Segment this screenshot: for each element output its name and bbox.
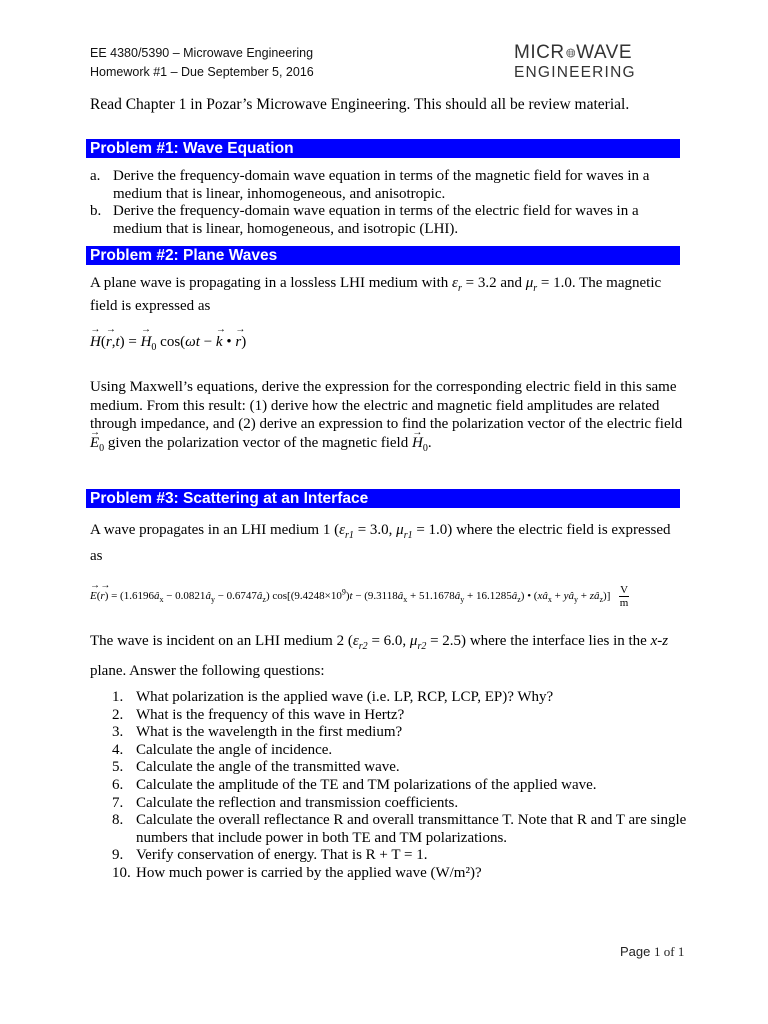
- list-item: 7. Calculate the reflection and transmission coefficients.: [112, 794, 459, 811]
- epsilon-value: = 3.2 and: [461, 275, 526, 291]
- epsilon-symbol: ε: [452, 275, 458, 291]
- logo-text-wave: WAVE: [576, 42, 632, 63]
- logo-text-engineering: ENGINEERING: [514, 64, 636, 81]
- intro-text: A plane wave is propagating in a lossless LHI medium with: [90, 275, 453, 291]
- list-item: 2. What is the frequency of this wave in Hertz?: [112, 706, 405, 723]
- problem-2-instructions: Using Maxwell’s equations, derive the expression for the corresponding electric field in this same medium. From this result: (1) derive how the electric and magnetic field amplitudes are related through impedance, and (2) derive an expression to find the polarization vector of the electric field → $E_0$ given the polarization vector of the magnetic field → $H_0$.: [90, 378, 686, 458]
- instructions-text: Using Maxwell’s equations, derive the expression for the corresponding electric field in this same medium. From this result: (1) derive how the electric and magnetic field amplitudes are related through impedance, and (2) derive an expression to find the polarization vector of the electric field: [90, 379, 683, 432]
- microwave-engineering-logo: [514, 42, 636, 82]
- intro-text: A wave propagates in an LHI medium 1: [90, 522, 335, 538]
- list-item: 10. How much power is carried by the applied wave (W/m²)?: [112, 864, 482, 881]
- list-item: 4. Calculate the angle of incidence.: [112, 741, 333, 758]
- problem-2-intro: A plane wave is propagating in a lossless LHI medium with $\varepsilon_r = 3.2$ and $\mu_r = 1.0$. The magnetic field is expressed as: [90, 275, 662, 314]
- item-label: b.: [90, 203, 102, 219]
- problem-3-intro: A wave propagates in an LHI medium 1 ($\varepsilon_{r1} = 3.0$, $\mu_{r1} = 1.0$) where the electric field is expressed as: [90, 522, 671, 564]
- setup-text-end: plane. Answer the following questions:: [90, 663, 325, 679]
- list-item: 6. Calculate the amplitude of the TE and TM polarizations of the applied wave.: [112, 776, 597, 793]
- course-title: EE 4380/5390 – Microwave Engineering: [90, 46, 314, 60]
- magnetic-field-equation: → H(→ r,t) = → $H_0$ cos(ωt − → k • → r): [90, 334, 246, 353]
- unit-volts-per-meter: $\frac{V}{m}$: [619, 584, 629, 609]
- instructions-text-end: given the polarization vector of the magnetic field: [104, 434, 412, 451]
- list-item: 5. Calculate the angle of the transmitted wave.: [112, 759, 400, 776]
- page-number: Page 1 of 1: [620, 944, 685, 959]
- setup-text: The wave is incident on an LHI medium 2: [90, 633, 348, 649]
- problem-3-questions: [112, 689, 692, 883]
- intro-text-end: where the electric field is expressed as: [90, 522, 671, 564]
- mu-symbol: μ: [525, 275, 534, 291]
- list-item: 1. What polarization is the applied wave (i.e. LP, RCP, LCP, EP)? Why?: [112, 689, 554, 705]
- item-label: a.: [90, 168, 101, 184]
- list-item: 8. Calculate the overall reflectance R and overall transmittance T. Note that R and T are single numbers that include power in both TE and TM polarizations.: [112, 812, 687, 846]
- electric-field-equation: → $E(\to r) = (1.6196â_x$ − $0.0821â_y$ − $0.6747â_z$) $\cos[(9.4248\times 10^9)t$ − ($9.3118â_x$ + $51.1678â_y$ + $16.1285â_z$) • ($xâ_x$ + $yâ_y$ + $zâ_z$)] $\frac{V}{m}$: [90, 584, 629, 609]
- reading-assignment: Read Chapter 1 in Pozar’s Microwave Engineering. This should all be review material.: [90, 96, 630, 113]
- problem-1-heading: Problem #1: Wave Equation: [86, 139, 680, 158]
- problem-3-heading: Problem #3: Scattering at an Interface: [86, 489, 680, 508]
- list-item: 3. What is the wavelength in the first medium?: [112, 724, 403, 741]
- problem-2-heading: Problem #2: Plane Waves: [86, 246, 680, 265]
- item-text: Derive the frequency-domain wave equation in terms of the electric field for waves in a medium that is linear, homogeneous, and isotropic (LHI).: [113, 203, 639, 237]
- list-item: 9. Verify conservation of energy. That is R + T = 1.: [112, 847, 428, 864]
- mu-value: = 1.0. The magnetic field is expressed as: [90, 275, 662, 314]
- globe-icon: [566, 43, 576, 63]
- homework-due-line: Homework #1 – Due September 5, 2016: [90, 65, 314, 79]
- interface-plane: x-z: [650, 633, 669, 649]
- setup-text-mid: where the interface lies in the: [466, 633, 651, 649]
- logo-text-micr: MICR: [514, 42, 565, 63]
- course-header: [90, 44, 314, 82]
- problem-3-setup: The wave is incident on an LHI medium 2 ($\varepsilon_{r2} = 6.0$, $\mu_{r2} = 2.5$) where the interface lies in the x-z plane. Answer the following questions:: [90, 633, 669, 679]
- item-text: Derive the frequency-domain wave equation in terms of the magnetic field for waves in a medium that is linear, inhomogeneous, and anisotropic.: [113, 168, 650, 202]
